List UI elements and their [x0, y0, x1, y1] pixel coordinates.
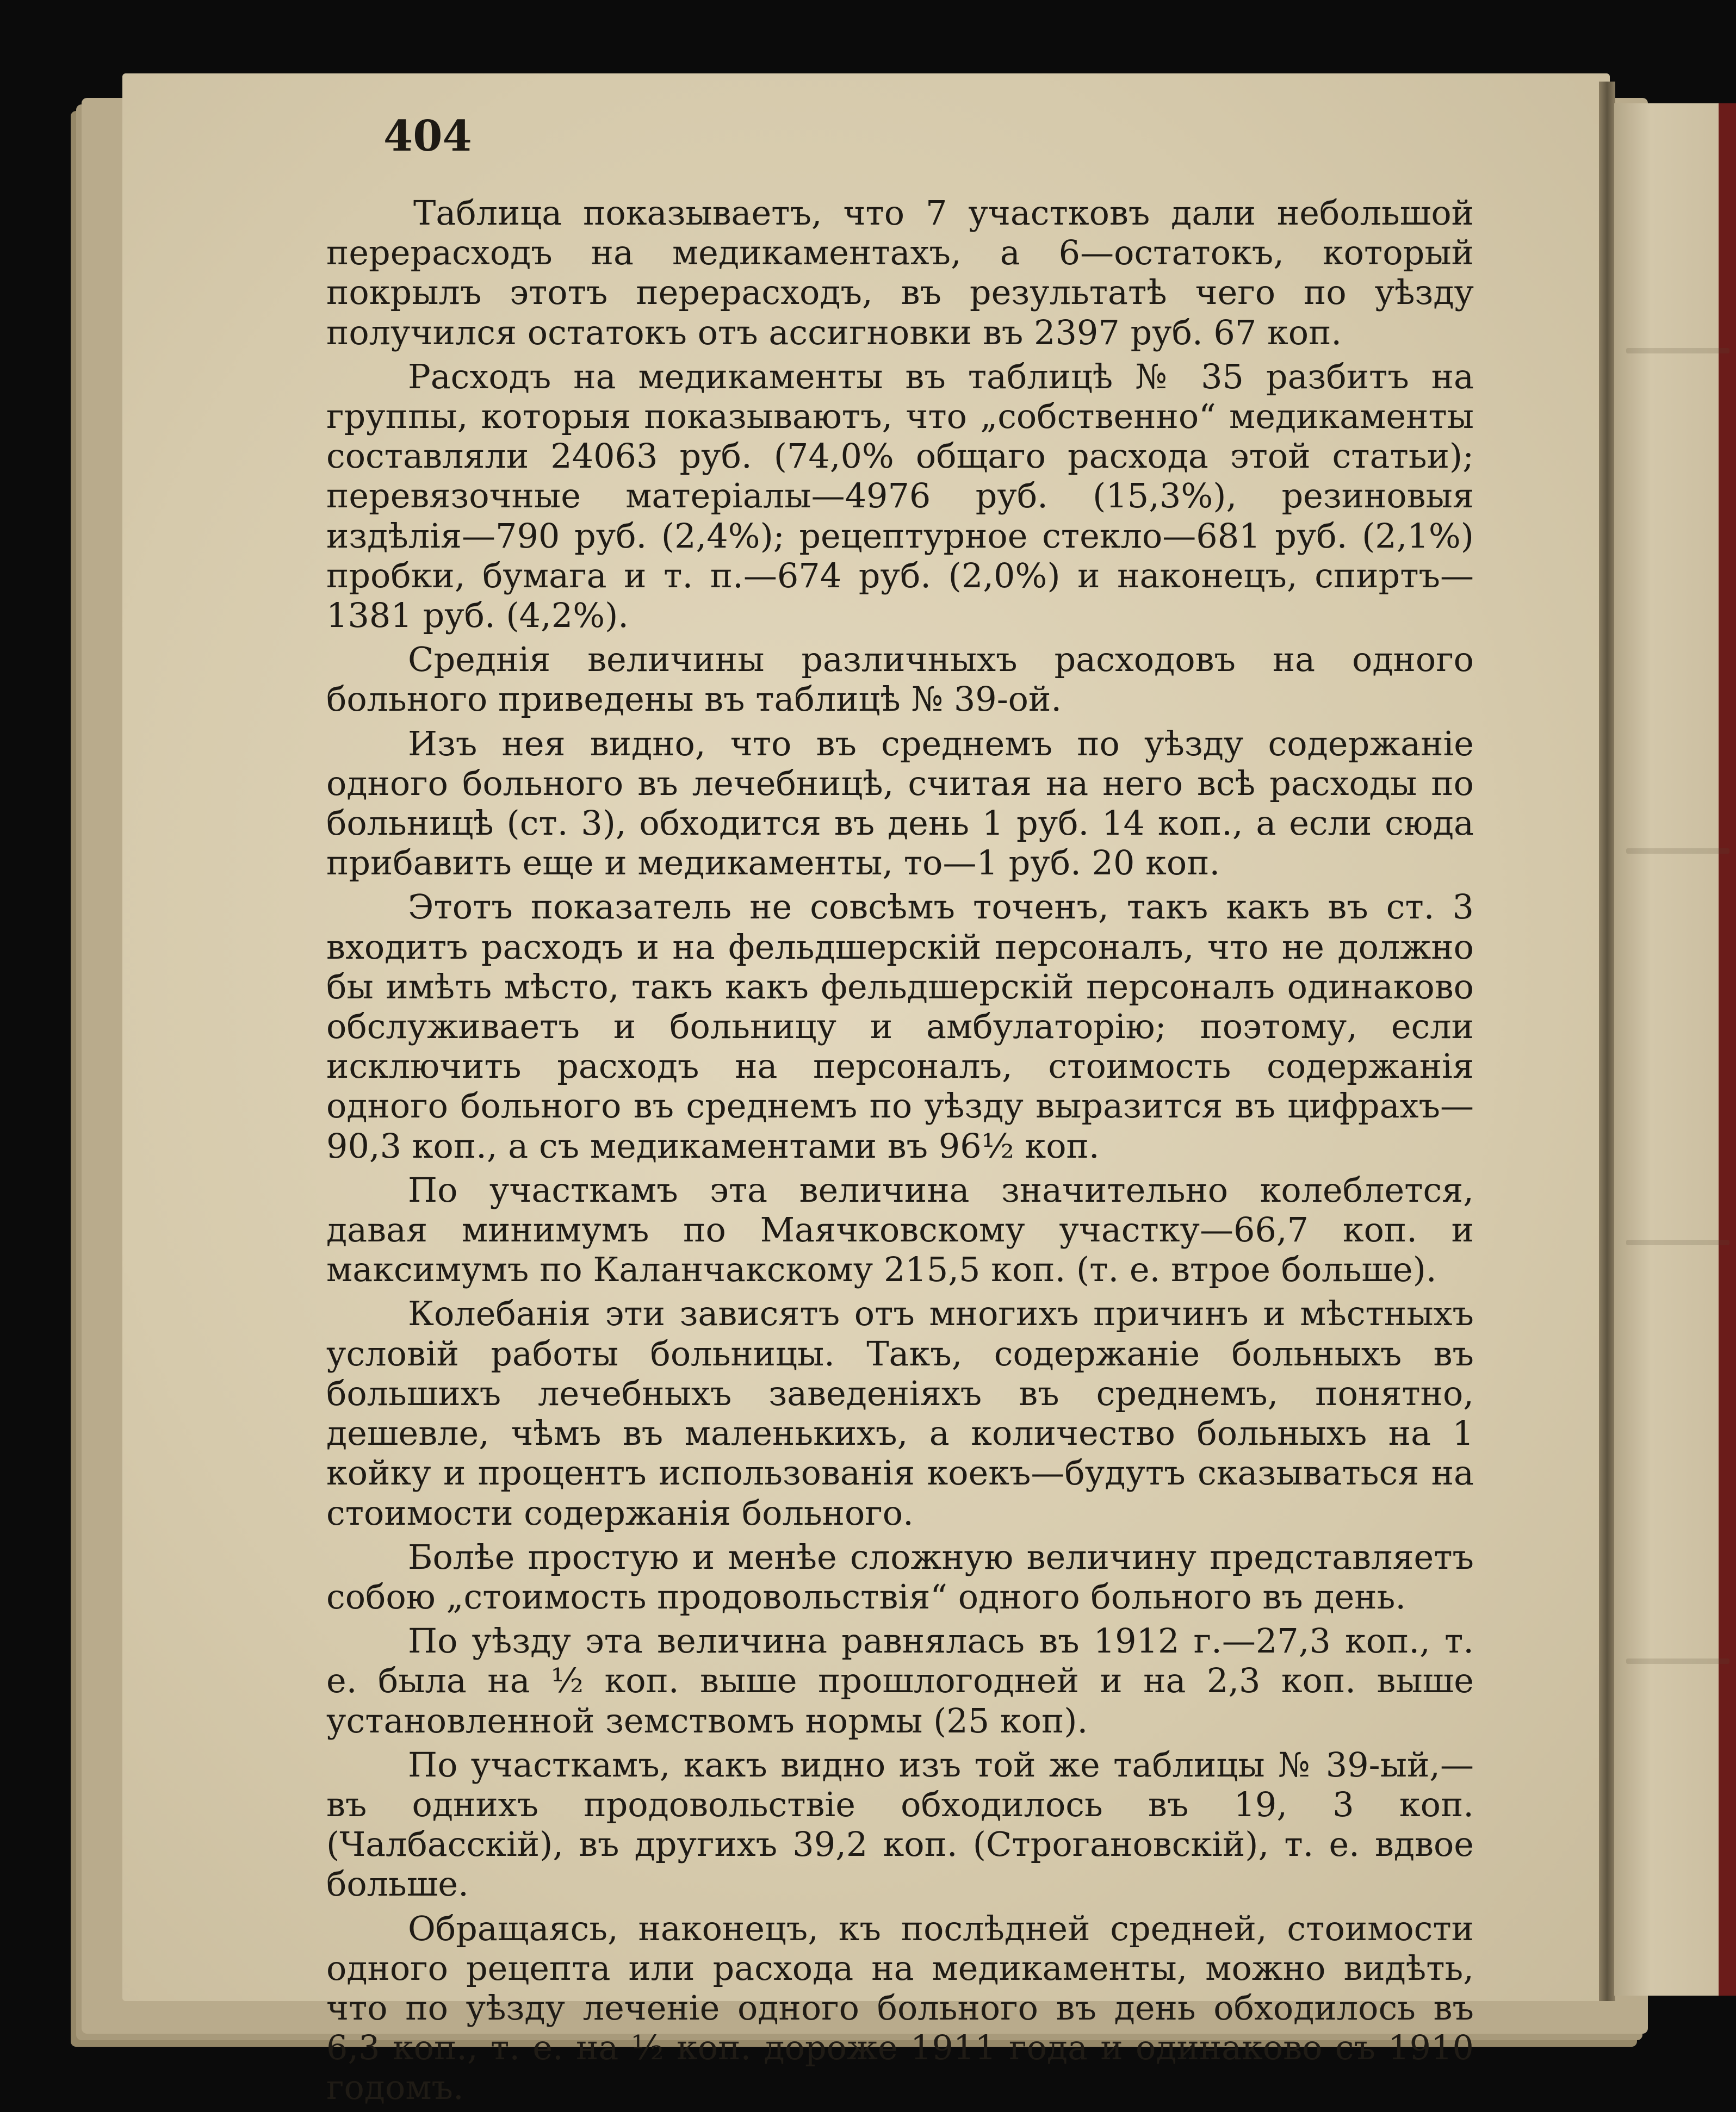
- body-text: [326, 193, 1474, 2112]
- facing-page-text-shadow: [1626, 348, 1729, 353]
- paragraph: По участкамъ, какъ видно изъ той же таблицы № 39-ый,— въ однихъ продовольствіе обходилось въ 19, 3 коп. (Чалбасскій), въ другихъ 39,2 коп. (Строгановскій), т. е. вдвое больше.: [326, 1744, 1474, 1904]
- red-page-edge: [1719, 103, 1736, 1996]
- paragraph: Среднія величины различныхъ расходовъ на одного больного приведены въ таблицѣ № 39-ой.: [326, 639, 1474, 719]
- paragraph: Этотъ показатель не совсѣмъ точенъ, такъ какъ въ ст. 3 входитъ расходъ и на фельдшерскій персоналъ, что не должно бы имѣть мѣсто, такъ какъ фельдшерскій персоналъ одинаково обслуживаетъ и больницу и амбулаторію; поэтому, если исключить расходъ на персоналъ, стоимость содержанія одного больного въ среднемъ по уѣзду выразится въ цифрахъ—90,3 коп., а съ медикаментами въ 96½ коп.: [326, 887, 1474, 1166]
- page-number: 404: [383, 111, 472, 161]
- paragraph: Обращаясь, наконецъ, къ послѣдней средней, стоимости одного рецепта или расхода на медикаменты, можно видѣть, что по уѣзду леченіе одного больного въ день обходилось въ 6,3 коп., т. е. на ½ коп. дороже 1911 года и одинаково съ 1910 годомъ.: [326, 1908, 1474, 2108]
- paragraph: По уѣзду эта величина равнялась въ 1912 г.—27,3 коп., т. е. была на ½ коп. выше прошлогодней и на 2,3 коп. выше установленной земствомъ нормы (25 коп).: [326, 1621, 1474, 1741]
- paragraph: По участкамъ эта величина значительно колеблется, давая минимумъ по Маячковскому участку—66,7 коп. и максимумъ по Каланчакскому 215,5 коп. (т. е. втрое больше).: [326, 1170, 1474, 1290]
- paragraph: Колебанія эти зависятъ отъ многихъ причинъ и мѣстныхъ условій работы больницы. Такъ, содержаніе больныхъ въ большихъ лечебныхъ заведеніяхъ въ среднемъ, понятно, дешевле, чѣмъ въ маленькихъ, а количество больныхъ на 1 койку и процентъ использованія коекъ—будутъ сказываться на стоимости содержанія больного.: [326, 1294, 1474, 1533]
- book-gutter: [1599, 82, 1615, 2001]
- facing-page-text-shadow: [1626, 848, 1729, 854]
- paragraph: Расходъ на медикаменты въ таблицѣ № 35 разбитъ на группы, которыя показываютъ, что „собственно“ медикаменты составляли 24063 руб. (74,0% общаго расхода этой статьи); перевязочные матеріалы—4976 руб. (15,3%), резиновыя издѣлія—790 руб. (2,4%); рецептурное стекло—681 руб. (2,1%) пробки, бумага и т. п.—674 руб. (2,0%) и наконецъ, спиртъ—1381 руб. (4,2%).: [326, 356, 1474, 636]
- facing-page-text-shadow: [1626, 1658, 1729, 1664]
- paragraph: Таблица показываетъ, что 7 участковъ дали небольшой перерасходъ на медикаментахъ, а 6—остатокъ, который покрылъ этотъ перерасходъ, въ результатѣ чего по уѣзду получился остатокъ отъ ассигновки въ 2397 руб. 67 коп.: [326, 193, 1474, 352]
- paragraph: Изъ нея видно, что въ среднемъ по уѣзду содержаніе одного больного въ лечебницѣ, считая на него всѣ расходы по больницѣ (ст. 3), обходится въ день 1 руб. 14 коп., а если сюда прибавить еще и медикаменты, то—1 руб. 20 коп.: [326, 723, 1474, 883]
- facing-page: [1614, 103, 1736, 1996]
- paragraph: Болѣе простую и менѣе сложную величину представляетъ собою „стоимость продовольствія“ одного больного въ день.: [326, 1537, 1474, 1617]
- facing-page-text-shadow: [1626, 1240, 1729, 1245]
